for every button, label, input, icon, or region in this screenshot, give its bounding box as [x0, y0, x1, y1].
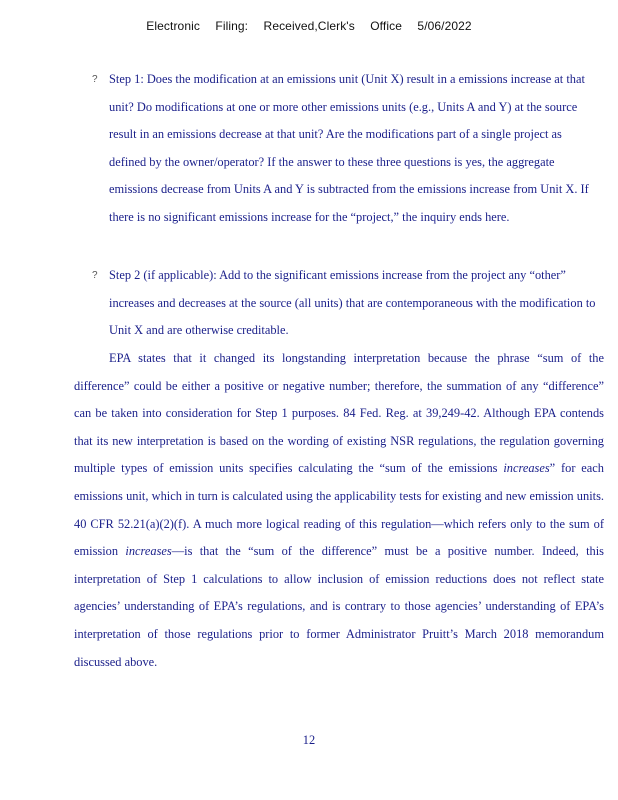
header-filing: Filing:	[215, 19, 249, 33]
body-text-part-2: ” for each emissions unit, which in turn is calculated using the applicability tests for existing and new emission units. 40 CFR 52.21(a)(2)(f). A much more logical reading of this regulation—which refers only to the sum of emission	[74, 461, 604, 559]
bullet-step-2-text: Step 2 (if applicable): Add to the significant emissions increase from the project any “other” increases and decreases at the source (all units) that are contemporaneous with the modification to Unit X and are otherwise creditable.	[109, 268, 596, 338]
header-received: Received,Clerk's	[263, 19, 355, 33]
bullet-glyph: ?	[92, 270, 98, 281]
header-office: Office	[370, 19, 402, 33]
bullet-step-1-text: Step 1: Does the modification at an emissions unit (Unit X) result in a emissions increase at that unit? Do modifications at one or more other emissions units (e.g., Units A and Y) at the source result in an emissions decrease at that unit? Are the modifications part of a single project as defined by the owner/operator? If the answer to these three questions is yes, the aggregate emissions decrease from Units A and Y is subtracted from the emissions increase from Unit X. If there is no significant emissions increase for the “project,” the inquiry ends here.	[109, 72, 589, 224]
body-italic-increases-2: increases	[125, 544, 172, 559]
bullet-step-1	[92, 66, 602, 232]
page-number: 12	[302, 733, 316, 747]
body-paragraph	[74, 345, 604, 676]
body-text-part-3: —is that the “sum of the difference” must be a positive number. Indeed, this interpretation of Step 1 calculations to allow inclusion of emission reductions does not reflect state agencies’ understanding of EPA’s regulations, and is contrary to those agencies’ understanding of EPA’s interpretation of those regulations prior to former Administrator Pruitt’s March 2018 memorandum discussed above.	[74, 544, 604, 669]
bullet-glyph: ?	[92, 74, 98, 85]
body-text-part-1: EPA states that it changed its longstanding interpretation because the phrase “sum of the difference” could be either a positive or negative number; therefore, the summation of any “difference” can be taken into consideration for Step 1 purposes. 84 Fed. Reg. at 39,249-42. Although EPA contends that its new interpretation is based on the wording of existing NSR regulations, the regulation governing multiple types of emission units specifies calculating the “sum of the emissions	[74, 351, 604, 476]
body-italic-increases-1: increases	[503, 461, 550, 476]
header-electronic: Electronic	[146, 19, 200, 33]
filing-header	[0, 19, 618, 33]
bullet-step-2	[92, 262, 602, 345]
header-date: 5/06/2022	[417, 19, 472, 33]
